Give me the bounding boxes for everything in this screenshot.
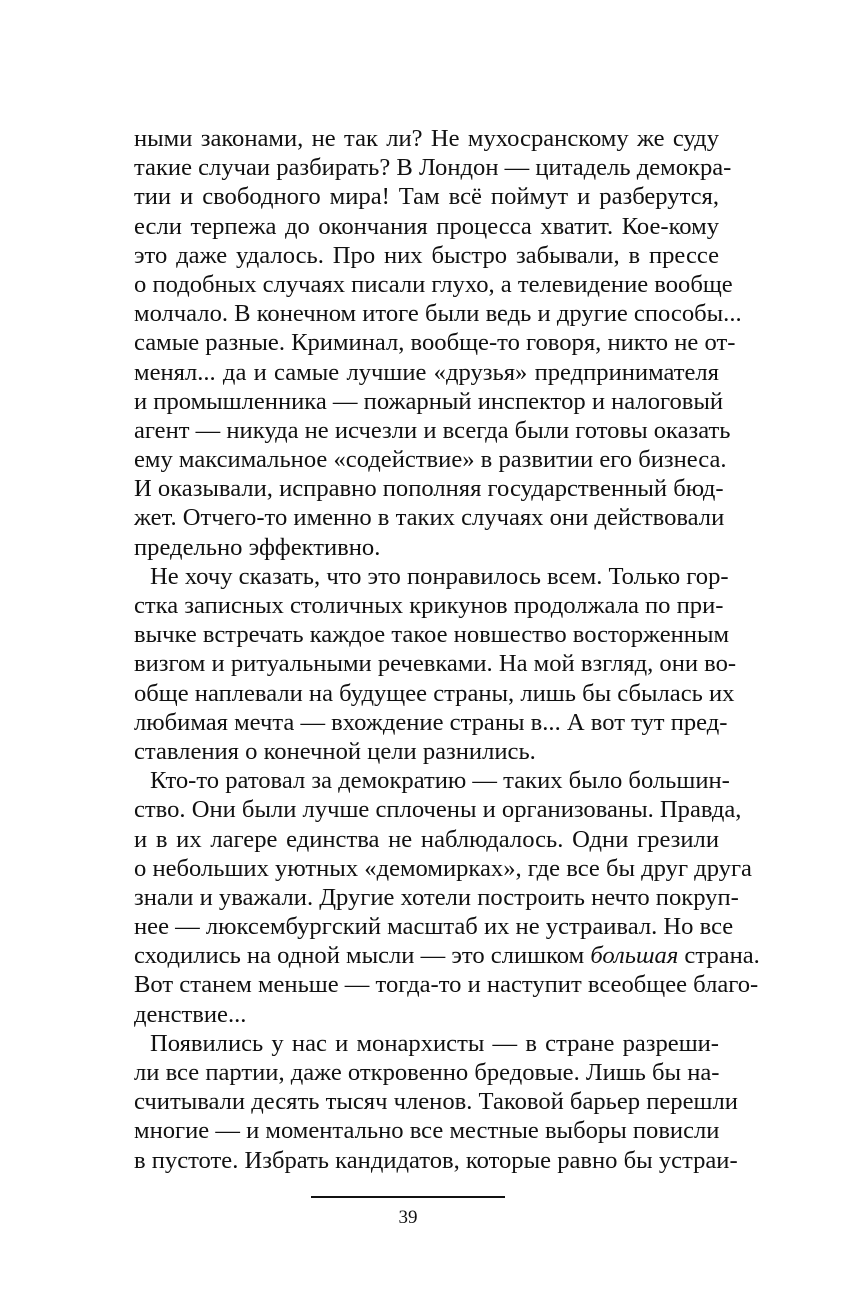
text-line: и промышленника — пожарный инспектор и налоговый xyxy=(134,387,724,415)
text-line: знали и уважали. Другие хотели построить нечто покруп- xyxy=(134,883,739,911)
text-line: ство. Они были лучше сплочены и организованы. Правда, xyxy=(134,796,742,824)
text-line: нее — люксембургский масштаб их не устраивал. Но все xyxy=(134,913,734,941)
text-segment: сходились на одной мысли — это слишком xyxy=(134,942,591,970)
text-line: обще наплевали на будущее страны, лишь бы сбылась их xyxy=(134,679,735,707)
page-number: 39 xyxy=(398,1207,418,1228)
text-line: предельно эффективно. xyxy=(134,533,381,561)
text-line: о подобных случаях писали глухо, а телевидение вообще xyxy=(134,270,733,298)
text-line-with-emphasis xyxy=(134,941,760,970)
text-line: ными законами, не так ли? Не мухосранскому же суду xyxy=(134,125,719,152)
text-line: ему максимальное «содействие» в развитии его бизнеса. xyxy=(134,446,727,474)
text-line: в пустоте. Избрать кандидатов, которые равно бы устраи- xyxy=(134,1146,738,1174)
text-line: ли все партии, даже откровенно бредовые. Лишь бы на- xyxy=(134,1059,720,1086)
text-line: о небольших уютных «демомирках», где все бы друг друга xyxy=(134,854,752,882)
text-line: это даже удалось. Про них быстро забывали, в прессе xyxy=(134,241,719,269)
text-line: Вот станем меньше — тогда-то и наступит всеобщее благо- xyxy=(134,971,759,999)
text-line: денствие... xyxy=(134,1000,247,1028)
body-text xyxy=(134,124,760,1175)
text-line: ставления о конечной цели разнились. xyxy=(134,737,536,765)
text-line: агент — никуда не исчезли и всегда были готовы оказать xyxy=(134,416,731,444)
text-line: Кто-то ратовал за демократию — таких было большин- xyxy=(150,767,730,795)
text-line: и в их лагере единства не наблюдалось. Одни грезили xyxy=(134,825,719,853)
text-line: Появились у нас и монархисты — в стране разреши- xyxy=(150,1029,719,1057)
text-line: такие случаи разбирать? В Лондон — цитадель демокра- xyxy=(134,154,732,182)
text-line: молчало. В конечном итоге были ведь и другие способы... xyxy=(134,300,742,328)
text-line: считывали десять тысяч членов. Таковой барьер перешли xyxy=(134,1088,738,1116)
text-line: если терпежа до окончания процесса хватит. Кое-кому xyxy=(134,212,719,240)
text-segment: страна. xyxy=(684,942,760,970)
text-line: визгом и ритуальными речевками. На мой взгляд, они во- xyxy=(134,650,737,678)
text-line: многие — и моментально все местные выборы повисли xyxy=(134,1117,720,1145)
text-line: менял... да и самые лучшие «друзья» предпринимателя xyxy=(134,358,719,386)
text-line: вычке встречать каждое такое новшество восторженным xyxy=(134,621,730,649)
text-line: тии и свободного мира! Там всё поймут и разберутся, xyxy=(134,183,719,211)
text-line: самые разные. Криминал, вообще-то говоря, никто не от- xyxy=(134,329,736,357)
footer-rule xyxy=(311,1196,505,1198)
emphasized-word: большая xyxy=(590,942,679,970)
text-line: любимая мечта — вхождение страны в... А вот тут пред- xyxy=(134,708,728,736)
text-line: И оказывали, исправно пополняя государственный бюд- xyxy=(134,475,724,503)
text-line: Не хочу сказать, что это понравилось всем. Только гор- xyxy=(150,562,729,590)
text-line: жет. Отчего-то именно в таких случаях они действовали xyxy=(134,504,725,532)
text-line: стка записных столичных крикунов продолжала по при- xyxy=(134,592,724,619)
